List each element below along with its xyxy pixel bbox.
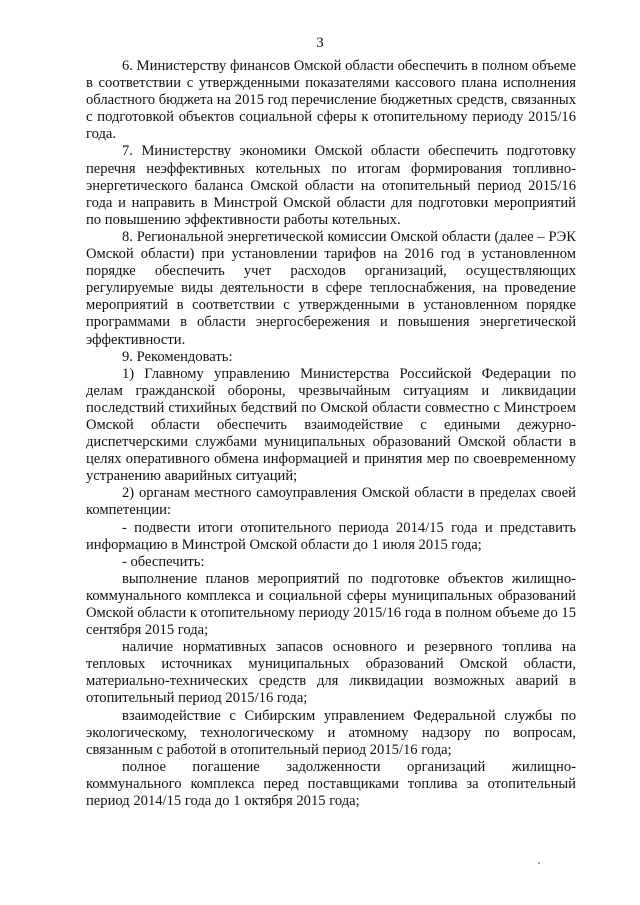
paragraph-dash-ensure: - обеспечить: xyxy=(122,553,205,570)
document-body xyxy=(86,58,576,810)
paragraph-debt-repayment: полное погашение задолженности организаций жилищно-коммунального комплекса перед поставщиками топлива за отопительный период 2014/15 года до 1 октября 2015 года; xyxy=(86,758,576,810)
page-number: 3 xyxy=(316,35,324,51)
paragraph-subitem-1: 1) Главному управлению Министерства Российской Федерации по делам гражданской обороны, чрезвычайным ситуациям и ликвидации последствий стихийных бедствий по Омской области совместно с Минстроем Омской области обеспечить взаимодействие с едиными дежурно-диспетчерскими службами муниципальных образований Омской области в целях оперативного обмена информацией и принятия мер по своевременному устранению аварийных ситуаций; xyxy=(86,365,576,485)
paragraph-item-8: 8. Региональной энергетической комиссии Омской области (далее – РЭК Омской области) при установлении тарифов на 2016 год в установленном порядке обеспечить учет расходов организаций, осуществляющих регулируемые виды деятельности в сфере теплоснабжения, на проведение мероприятий в соответствии с утвержденными в установленном порядке программами в области энергосбережения и повышения энергетической эффективности. xyxy=(86,228,576,348)
paragraph-item-9: 9. Рекомендовать: xyxy=(122,348,233,365)
scan-artifact-dot xyxy=(538,862,540,864)
paragraph-item-6: 6. Министерству финансов Омской области обеспечить в полном объеме в соответствии с утвержденными показателями кассового плана исполнения областного бюджета на 2015 год перечисление бюджетных средств, связанных с подготовкой объектов социальной сферы к отопительному периоду 2015/16 года. xyxy=(86,58,576,143)
paragraph-plans: выполнение планов мероприятий по подготовке объектов жилищно-коммунального комплекса и социальной сферы муниципальных образований Омской области к отопительному периоду 2015/16 года в полном объеме до 15 сентября 2015 года; xyxy=(86,570,576,639)
paragraph-subitem-2: 2) органам местного самоуправления Омской области в пределах своей компетенции: xyxy=(86,485,576,519)
paragraph-dash-summarize: - подвести итоги отопительного периода 2014/15 года и представить информацию в Минстрой Омской области до 1 июля 2015 года; xyxy=(86,519,576,553)
paragraph-interaction: взаимодействие с Сибирским управлением Федеральной службы по экологическому, технологическому и атомному надзору по вопросам, связанным с работой в отопительный период 2015/16 года; xyxy=(86,707,576,758)
paragraph-item-7: 7. Министерству экономики Омской области обеспечить подготовку перечня неэффективных котельных по итогам формирования топливно-энергетического баланса Омской области на отопительный период 2015/16 года и направить в Минстрой Омской области для подготовки мероприятий по повышению эффективности работы котельных. xyxy=(86,143,576,228)
paragraph-fuel-reserves: наличие нормативных запасов основного и резервного топлива на тепловых источниках муниципальных образований Омской области, материально-технических средств для ликвидации возможных аварий в отопительный период 2015/16 года; xyxy=(86,639,576,707)
